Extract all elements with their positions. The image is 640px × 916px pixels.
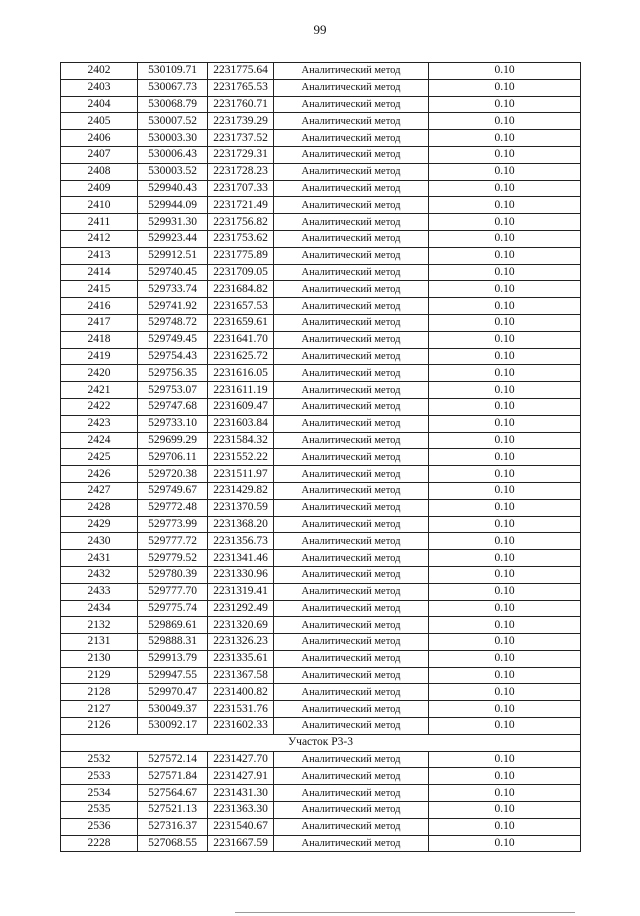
- x-coordinate-cell: 529970.47: [138, 684, 208, 701]
- accuracy-cell: 0.10: [429, 432, 581, 449]
- x-coordinate-cell: 529780.39: [138, 566, 208, 583]
- y-coordinate-cell: 2231609.47: [208, 398, 274, 415]
- method-cell: Аналитический метод: [274, 516, 429, 533]
- point-number-cell: 2434: [61, 600, 138, 617]
- accuracy-cell: 0.10: [429, 214, 581, 231]
- x-coordinate-cell: 529754.43: [138, 348, 208, 365]
- accuracy-cell: 0.10: [429, 684, 581, 701]
- method-cell: Аналитический метод: [274, 230, 429, 247]
- method-cell: Аналитический метод: [274, 382, 429, 399]
- table-row: [61, 382, 581, 399]
- section-header-row: [61, 734, 581, 751]
- method-cell: Аналитический метод: [274, 281, 429, 298]
- point-number-cell: 2536: [61, 818, 138, 835]
- table-row: [61, 516, 581, 533]
- accuracy-cell: 0.10: [429, 230, 581, 247]
- table-row: [61, 197, 581, 214]
- point-number-cell: 2411: [61, 214, 138, 231]
- point-number-cell: 2131: [61, 634, 138, 651]
- table-row: [61, 163, 581, 180]
- y-coordinate-cell: 2231760.71: [208, 96, 274, 113]
- y-coordinate-cell: 2231341.46: [208, 550, 274, 567]
- y-coordinate-cell: 2231737.52: [208, 130, 274, 147]
- table-row: [61, 449, 581, 466]
- accuracy-cell: 0.10: [429, 802, 581, 819]
- table-row: [61, 314, 581, 331]
- accuracy-cell: 0.10: [429, 617, 581, 634]
- table-row: [61, 230, 581, 247]
- method-cell: Аналитический метод: [274, 583, 429, 600]
- y-coordinate-cell: 2231363.30: [208, 802, 274, 819]
- point-number-cell: 2412: [61, 230, 138, 247]
- method-cell: Аналитический метод: [274, 180, 429, 197]
- point-number-cell: 2417: [61, 314, 138, 331]
- point-number-cell: 2407: [61, 146, 138, 163]
- table-row: [61, 180, 581, 197]
- accuracy-cell: 0.10: [429, 533, 581, 550]
- accuracy-cell: 0.10: [429, 96, 581, 113]
- x-coordinate-cell: 527521.13: [138, 802, 208, 819]
- table-row: [61, 550, 581, 567]
- accuracy-cell: 0.10: [429, 667, 581, 684]
- y-coordinate-cell: 2231511.97: [208, 466, 274, 483]
- x-coordinate-cell: 527572.14: [138, 751, 208, 768]
- y-coordinate-cell: 2231400.82: [208, 684, 274, 701]
- x-coordinate-cell: 529775.74: [138, 600, 208, 617]
- method-cell: Аналитический метод: [274, 701, 429, 718]
- table-row: [61, 835, 581, 852]
- point-number-cell: 2533: [61, 768, 138, 785]
- y-coordinate-cell: 2231335.61: [208, 650, 274, 667]
- y-coordinate-cell: 2231370.59: [208, 499, 274, 516]
- x-coordinate-cell: 530068.79: [138, 96, 208, 113]
- table-row: [61, 499, 581, 516]
- y-coordinate-cell: 2231603.84: [208, 415, 274, 432]
- x-coordinate-cell: 529747.68: [138, 398, 208, 415]
- table-row: [61, 466, 581, 483]
- accuracy-cell: 0.10: [429, 650, 581, 667]
- y-coordinate-cell: 2231540.67: [208, 818, 274, 835]
- table-row: [61, 365, 581, 382]
- method-cell: Аналитический метод: [274, 617, 429, 634]
- method-cell: Аналитический метод: [274, 802, 429, 819]
- accuracy-cell: 0.10: [429, 516, 581, 533]
- table-row: [61, 533, 581, 550]
- method-cell: Аналитический метод: [274, 600, 429, 617]
- method-cell: Аналитический метод: [274, 449, 429, 466]
- x-coordinate-cell: 529931.30: [138, 214, 208, 231]
- y-coordinate-cell: 2231356.73: [208, 533, 274, 550]
- method-cell: Аналитический метод: [274, 550, 429, 567]
- y-coordinate-cell: 2231684.82: [208, 281, 274, 298]
- table-row: [61, 247, 581, 264]
- method-cell: Аналитический метод: [274, 718, 429, 735]
- point-number-cell: 2430: [61, 533, 138, 550]
- point-number-cell: 2403: [61, 79, 138, 96]
- accuracy-cell: 0.10: [429, 482, 581, 499]
- y-coordinate-cell: 2231728.23: [208, 163, 274, 180]
- accuracy-cell: 0.10: [429, 63, 581, 80]
- x-coordinate-cell: 529869.61: [138, 617, 208, 634]
- table-row: [61, 701, 581, 718]
- accuracy-cell: 0.10: [429, 298, 581, 315]
- point-number-cell: 2404: [61, 96, 138, 113]
- table-row: [61, 482, 581, 499]
- x-coordinate-cell: 529777.72: [138, 533, 208, 550]
- method-cell: Аналитический метод: [274, 214, 429, 231]
- accuracy-cell: 0.10: [429, 449, 581, 466]
- method-cell: Аналитический метод: [274, 415, 429, 432]
- accuracy-cell: 0.10: [429, 398, 581, 415]
- method-cell: Аналитический метод: [274, 146, 429, 163]
- point-number-cell: 2416: [61, 298, 138, 315]
- table-row: [61, 348, 581, 365]
- x-coordinate-cell: 529740.45: [138, 264, 208, 281]
- table-row: [61, 130, 581, 147]
- point-number-cell: 2427: [61, 482, 138, 499]
- accuracy-cell: 0.10: [429, 348, 581, 365]
- accuracy-cell: 0.10: [429, 634, 581, 651]
- x-coordinate-cell: 530049.37: [138, 701, 208, 718]
- coordinates-table-body: [61, 63, 581, 852]
- y-coordinate-cell: 2231330.96: [208, 566, 274, 583]
- point-number-cell: 2432: [61, 566, 138, 583]
- x-coordinate-cell: 529772.48: [138, 499, 208, 516]
- point-number-cell: 2534: [61, 785, 138, 802]
- method-cell: Аналитический метод: [274, 63, 429, 80]
- y-coordinate-cell: 2231775.89: [208, 247, 274, 264]
- point-number-cell: 2433: [61, 583, 138, 600]
- y-coordinate-cell: 2231611.19: [208, 382, 274, 399]
- method-cell: Аналитический метод: [274, 818, 429, 835]
- x-coordinate-cell: 530067.73: [138, 79, 208, 96]
- table-row: [61, 718, 581, 735]
- x-coordinate-cell: 529753.07: [138, 382, 208, 399]
- accuracy-cell: 0.10: [429, 751, 581, 768]
- y-coordinate-cell: 2231429.82: [208, 482, 274, 499]
- x-coordinate-cell: 529944.09: [138, 197, 208, 214]
- point-number-cell: 2127: [61, 701, 138, 718]
- table-row: [61, 566, 581, 583]
- method-cell: Аналитический метод: [274, 533, 429, 550]
- x-coordinate-cell: 529940.43: [138, 180, 208, 197]
- method-cell: Аналитический метод: [274, 331, 429, 348]
- point-number-cell: 2421: [61, 382, 138, 399]
- table-row: [61, 785, 581, 802]
- table-row: [61, 802, 581, 819]
- table-row: [61, 331, 581, 348]
- accuracy-cell: 0.10: [429, 247, 581, 264]
- accuracy-cell: 0.10: [429, 281, 581, 298]
- point-number-cell: 2424: [61, 432, 138, 449]
- table-row: [61, 281, 581, 298]
- method-cell: Аналитический метод: [274, 298, 429, 315]
- method-cell: Аналитический метод: [274, 768, 429, 785]
- x-coordinate-cell: 530006.43: [138, 146, 208, 163]
- table-row: [61, 79, 581, 96]
- y-coordinate-cell: 2231427.91: [208, 768, 274, 785]
- x-coordinate-cell: 530109.71: [138, 63, 208, 80]
- point-number-cell: 2426: [61, 466, 138, 483]
- x-coordinate-cell: 529733.10: [138, 415, 208, 432]
- table-row: [61, 264, 581, 281]
- point-number-cell: 2228: [61, 835, 138, 852]
- y-coordinate-cell: 2231625.72: [208, 348, 274, 365]
- y-coordinate-cell: 2231367.58: [208, 667, 274, 684]
- point-number-cell: 2414: [61, 264, 138, 281]
- x-coordinate-cell: 529923.44: [138, 230, 208, 247]
- point-number-cell: 2431: [61, 550, 138, 567]
- y-coordinate-cell: 2231584.32: [208, 432, 274, 449]
- x-coordinate-cell: 527068.55: [138, 835, 208, 852]
- point-number-cell: 2419: [61, 348, 138, 365]
- accuracy-cell: 0.10: [429, 718, 581, 735]
- table-row: [61, 617, 581, 634]
- x-coordinate-cell: 527571.84: [138, 768, 208, 785]
- accuracy-cell: 0.10: [429, 550, 581, 567]
- point-number-cell: 2410: [61, 197, 138, 214]
- accuracy-cell: 0.10: [429, 583, 581, 600]
- accuracy-cell: 0.10: [429, 835, 581, 852]
- y-coordinate-cell: 2231616.05: [208, 365, 274, 382]
- x-coordinate-cell: 529741.92: [138, 298, 208, 315]
- accuracy-cell: 0.10: [429, 466, 581, 483]
- point-number-cell: 2418: [61, 331, 138, 348]
- table-row: [61, 751, 581, 768]
- y-coordinate-cell: 2231729.31: [208, 146, 274, 163]
- accuracy-cell: 0.10: [429, 163, 581, 180]
- method-cell: Аналитический метод: [274, 634, 429, 651]
- method-cell: Аналитический метод: [274, 432, 429, 449]
- accuracy-cell: 0.10: [429, 180, 581, 197]
- accuracy-cell: 0.10: [429, 701, 581, 718]
- point-number-cell: 2532: [61, 751, 138, 768]
- y-coordinate-cell: 2231657.53: [208, 298, 274, 315]
- accuracy-cell: 0.10: [429, 566, 581, 583]
- method-cell: Аналитический метод: [274, 482, 429, 499]
- x-coordinate-cell: 529748.72: [138, 314, 208, 331]
- x-coordinate-cell: 529706.11: [138, 449, 208, 466]
- method-cell: Аналитический метод: [274, 96, 429, 113]
- table-row: [61, 768, 581, 785]
- table-row: [61, 398, 581, 415]
- table-row: [61, 600, 581, 617]
- coordinates-table: [60, 62, 581, 852]
- accuracy-cell: 0.10: [429, 600, 581, 617]
- y-coordinate-cell: 2231292.49: [208, 600, 274, 617]
- accuracy-cell: 0.10: [429, 499, 581, 516]
- y-coordinate-cell: 2231431.30: [208, 785, 274, 802]
- table-row: [61, 113, 581, 130]
- y-coordinate-cell: 2231320.69: [208, 617, 274, 634]
- method-cell: Аналитический метод: [274, 785, 429, 802]
- point-number-cell: 2413: [61, 247, 138, 264]
- x-coordinate-cell: 529912.51: [138, 247, 208, 264]
- page-number: 99: [313, 22, 327, 37]
- table-row: [61, 684, 581, 701]
- accuracy-cell: 0.10: [429, 382, 581, 399]
- method-cell: Аналитический метод: [274, 684, 429, 701]
- point-number-cell: 2129: [61, 667, 138, 684]
- method-cell: Аналитический метод: [274, 348, 429, 365]
- point-number-cell: 2405: [61, 113, 138, 130]
- x-coordinate-cell: 529779.52: [138, 550, 208, 567]
- method-cell: Аналитический метод: [274, 835, 429, 852]
- y-coordinate-cell: 2231641.70: [208, 331, 274, 348]
- x-coordinate-cell: 529913.79: [138, 650, 208, 667]
- x-coordinate-cell: 527564.67: [138, 785, 208, 802]
- accuracy-cell: 0.10: [429, 415, 581, 432]
- method-cell: Аналитический метод: [274, 130, 429, 147]
- y-coordinate-cell: 2231721.49: [208, 197, 274, 214]
- y-coordinate-cell: 2231667.59: [208, 835, 274, 852]
- point-number-cell: 2429: [61, 516, 138, 533]
- y-coordinate-cell: 2231319.41: [208, 583, 274, 600]
- table-row: [61, 214, 581, 231]
- table-row: [61, 667, 581, 684]
- accuracy-cell: 0.10: [429, 113, 581, 130]
- accuracy-cell: 0.10: [429, 768, 581, 785]
- method-cell: Аналитический метод: [274, 566, 429, 583]
- method-cell: Аналитический метод: [274, 197, 429, 214]
- method-cell: Аналитический метод: [274, 314, 429, 331]
- table-row: [61, 432, 581, 449]
- y-coordinate-cell: 2231765.53: [208, 79, 274, 96]
- x-coordinate-cell: 529756.35: [138, 365, 208, 382]
- x-coordinate-cell: 530092.17: [138, 718, 208, 735]
- point-number-cell: 2422: [61, 398, 138, 415]
- accuracy-cell: 0.10: [429, 264, 581, 281]
- section-title: Участок Р3-3: [61, 734, 581, 751]
- point-number-cell: 2132: [61, 617, 138, 634]
- point-number-cell: 2415: [61, 281, 138, 298]
- point-number-cell: 2408: [61, 163, 138, 180]
- accuracy-cell: 0.10: [429, 331, 581, 348]
- y-coordinate-cell: 2231775.64: [208, 63, 274, 80]
- method-cell: Аналитический метод: [274, 667, 429, 684]
- x-coordinate-cell: 529699.29: [138, 432, 208, 449]
- x-coordinate-cell: 530003.30: [138, 130, 208, 147]
- y-coordinate-cell: 2231602.33: [208, 718, 274, 735]
- point-number-cell: 2402: [61, 63, 138, 80]
- x-coordinate-cell: 529733.74: [138, 281, 208, 298]
- point-number-cell: 2406: [61, 130, 138, 147]
- x-coordinate-cell: 529888.31: [138, 634, 208, 651]
- table-row: [61, 298, 581, 315]
- point-number-cell: 2126: [61, 718, 138, 735]
- table-row: [61, 96, 581, 113]
- table-row: [61, 634, 581, 651]
- accuracy-cell: 0.10: [429, 785, 581, 802]
- accuracy-cell: 0.10: [429, 197, 581, 214]
- y-coordinate-cell: 2231326.23: [208, 634, 274, 651]
- point-number-cell: 2130: [61, 650, 138, 667]
- accuracy-cell: 0.10: [429, 146, 581, 163]
- method-cell: Аналитический метод: [274, 79, 429, 96]
- y-coordinate-cell: 2231756.82: [208, 214, 274, 231]
- point-number-cell: 2420: [61, 365, 138, 382]
- y-coordinate-cell: 2231739.29: [208, 113, 274, 130]
- x-coordinate-cell: 529749.67: [138, 482, 208, 499]
- accuracy-cell: 0.10: [429, 314, 581, 331]
- x-coordinate-cell: 529947.55: [138, 667, 208, 684]
- method-cell: Аналитический метод: [274, 163, 429, 180]
- method-cell: Аналитический метод: [274, 264, 429, 281]
- point-number-cell: 2128: [61, 684, 138, 701]
- y-coordinate-cell: 2231709.05: [208, 264, 274, 281]
- table-row: [61, 650, 581, 667]
- y-coordinate-cell: 2231531.76: [208, 701, 274, 718]
- x-coordinate-cell: 529773.99: [138, 516, 208, 533]
- x-coordinate-cell: 530007.52: [138, 113, 208, 130]
- y-coordinate-cell: 2231552.22: [208, 449, 274, 466]
- x-coordinate-cell: 529777.70: [138, 583, 208, 600]
- x-coordinate-cell: 530003.52: [138, 163, 208, 180]
- y-coordinate-cell: 2231368.20: [208, 516, 274, 533]
- method-cell: Аналитический метод: [274, 247, 429, 264]
- bottom-divider: [235, 912, 575, 913]
- y-coordinate-cell: 2231427.70: [208, 751, 274, 768]
- point-number-cell: 2535: [61, 802, 138, 819]
- method-cell: Аналитический метод: [274, 466, 429, 483]
- x-coordinate-cell: 529720.38: [138, 466, 208, 483]
- y-coordinate-cell: 2231707.33: [208, 180, 274, 197]
- accuracy-cell: 0.10: [429, 365, 581, 382]
- x-coordinate-cell: 527316.37: [138, 818, 208, 835]
- table-row: [61, 63, 581, 80]
- method-cell: Аналитический метод: [274, 398, 429, 415]
- accuracy-cell: 0.10: [429, 130, 581, 147]
- x-coordinate-cell: 529749.45: [138, 331, 208, 348]
- table-row: [61, 818, 581, 835]
- method-cell: Аналитический метод: [274, 365, 429, 382]
- table-row: [61, 583, 581, 600]
- accuracy-cell: 0.10: [429, 818, 581, 835]
- point-number-cell: 2409: [61, 180, 138, 197]
- method-cell: Аналитический метод: [274, 499, 429, 516]
- point-number-cell: 2428: [61, 499, 138, 516]
- accuracy-cell: 0.10: [429, 79, 581, 96]
- table-row: [61, 415, 581, 432]
- method-cell: Аналитический метод: [274, 650, 429, 667]
- point-number-cell: 2425: [61, 449, 138, 466]
- method-cell: Аналитический метод: [274, 113, 429, 130]
- method-cell: Аналитический метод: [274, 751, 429, 768]
- y-coordinate-cell: 2231753.62: [208, 230, 274, 247]
- y-coordinate-cell: 2231659.61: [208, 314, 274, 331]
- table-row: [61, 146, 581, 163]
- point-number-cell: 2423: [61, 415, 138, 432]
